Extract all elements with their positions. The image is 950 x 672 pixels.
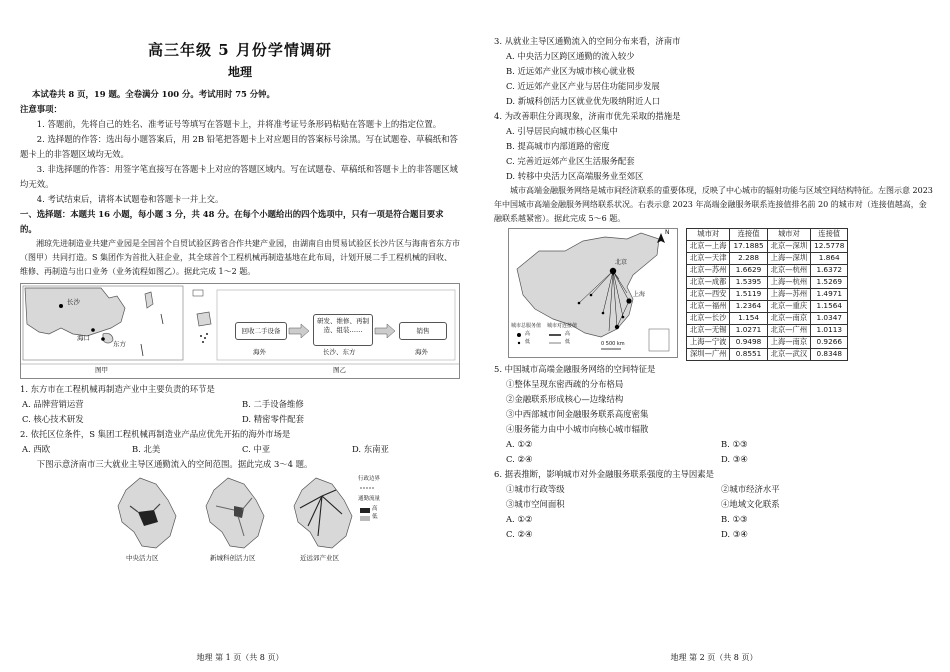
- question-4-option-d[interactable]: D. 转移中央活力区高端服务业至郊区: [506, 171, 644, 181]
- table-cell: 北京—无锡: [687, 325, 730, 337]
- table-cell: 北京—上海: [687, 241, 730, 253]
- table-row: [687, 265, 848, 277]
- figure-label-b: 图乙: [333, 366, 346, 375]
- map-legend-link-low: 低: [565, 339, 571, 345]
- map-label-haikou: 海口: [77, 334, 90, 343]
- question-5-option-d[interactable]: D. ③④: [721, 454, 748, 464]
- figure-3: [494, 228, 934, 360]
- table-cell: 1.1564: [811, 301, 848, 313]
- table-cell: 北京—苏州: [687, 265, 730, 277]
- passage-1: 湘琼先进制造业共建产业园是全国首个自贸试验区跨省合作共建产业园，由湖南自由贸易试验区长沙片区与海南省东方市（图甲）共同打造。S 集团作为首批入驻企业，其全球首个工程机械再制造基地在此布局，计划开展二手工程机械的回收、维修、再制造与出口业务（业务流程如图乙）。据此完成 1～2 题。: [20, 239, 460, 277]
- map-label-beijing: 北京: [615, 259, 628, 266]
- question-5-option-b[interactable]: B. ①③: [721, 439, 748, 449]
- figure-2-maps: [112, 474, 382, 554]
- table-row: [687, 289, 848, 301]
- table-cell: 1.5269: [811, 277, 848, 289]
- map-scale-bar: 0 500 km: [601, 341, 625, 347]
- flow-step-recycle: 回收二手设备: [235, 322, 287, 340]
- map-label-changsha: 长沙: [67, 298, 80, 307]
- map-label-shanghai: 上海: [633, 291, 646, 298]
- table-cell: 0.8348: [811, 349, 848, 361]
- notice-1: 1. 答题前，先将自己的姓名、准考证号等填写在答题卡上，并将准考证号条形码粘贴在答题卡上的指定位置。: [36, 119, 442, 130]
- map-legend-link-high: 高: [565, 331, 571, 337]
- table-cell: 0.9266: [811, 337, 848, 349]
- question-6-options-row-2: [494, 527, 934, 542]
- table-header-row: [687, 229, 848, 241]
- question-2-option-d[interactable]: D. 东南亚: [352, 444, 389, 455]
- table-cell: 上海—深圳: [767, 253, 810, 265]
- table-row: [687, 337, 848, 349]
- table-cell: 2.288: [730, 253, 767, 265]
- passage-3: 城市高端金融服务网络是城市间经济联系的重要体现，反映了中心城市的辐射功能与区域空间结构特征。左图示意 2023 年中国城市高端金融服务网络联系状况。右表示意 2023 年高端金融服务联系连接值排名前 20 的城市对（连接值越高，金融联系越紧密）。据此完成 5～6 题。: [494, 186, 933, 223]
- table-cell: 深圳—广州: [687, 349, 730, 361]
- table-cell: 1.2364: [730, 301, 767, 313]
- question-1-option-a[interactable]: A. 品牌营销运营: [22, 399, 84, 410]
- flow-place-3: 海外: [415, 348, 428, 357]
- table-cell: 1.0347: [811, 313, 848, 325]
- flow-step-sales: 销售: [399, 322, 447, 340]
- figure-2-legend-low: 低: [372, 514, 378, 521]
- table-row: [687, 241, 848, 253]
- table-cell: 上海—宁波: [687, 337, 730, 349]
- table-cell: 1.154: [730, 313, 767, 325]
- table-cell: 1.5395: [730, 277, 767, 289]
- table-cell: 北京—成都: [687, 277, 730, 289]
- notice-title: 注意事项：: [20, 104, 62, 115]
- figure-2-legend-flow: 通勤流量: [358, 496, 381, 503]
- table-cell: 北京—福州: [687, 301, 730, 313]
- question-5-item-3: ③中西部城市间金融服务联系高度密集: [506, 409, 649, 419]
- page-2: [494, 0, 934, 672]
- question-1-option-c[interactable]: C. 核心技术研发: [22, 414, 84, 425]
- table-cell: 12.5778: [811, 241, 848, 253]
- question-4-option-b[interactable]: B. 提高城市内部道路的密度: [506, 141, 610, 151]
- table-row: [687, 277, 848, 289]
- map-label-dongfang: 东方: [113, 340, 126, 349]
- table-cell: 北京—长沙: [687, 313, 730, 325]
- table-cell: 0.8551: [730, 349, 767, 361]
- table-cell: 1.5119: [730, 289, 767, 301]
- table-cell: 1.0271: [730, 325, 767, 337]
- exam-info: 本试卷共 8 页，19 题。全卷满分 100 分。考试用时 75 分钟。: [32, 89, 275, 100]
- map-north-icon: N: [665, 229, 670, 236]
- flow-place-1: 海外: [253, 348, 266, 357]
- figure-1: [20, 283, 460, 379]
- table-cell: 北京—武汉: [767, 349, 810, 361]
- notice-3: 3. 非选择题的作答：用签字笔直接写在答题卡上对应的答题区域内。写在试题卷、草稿纸和答题卡上的非答题区域均无效。: [20, 164, 458, 190]
- question-2-option-c[interactable]: C. 中亚: [242, 444, 271, 455]
- passage-2: 下图示意济南市三大就业主导区通勤流入的空间范围。据此完成 3～4 题。: [36, 459, 313, 470]
- table-row: [687, 325, 848, 337]
- flow-step-remanufacture: 研发、维修、再制造、组装……: [313, 314, 373, 346]
- finance-network-map: [508, 228, 678, 358]
- figure-label-a: 图甲: [95, 366, 108, 375]
- question-3-option-d[interactable]: D. 新城科创活力区就业优先吸纳附近人口: [506, 96, 661, 106]
- notice-2: 2. 选择题的作答：选出每小题答案后，用 2B 铅笔把答题卡上对应题目的答案标号涂黑。写在试题卷、草稿纸和答题卡上的非答题区域均无效。: [20, 134, 458, 160]
- table-row: [687, 253, 848, 265]
- table-cell: 北京—重庆: [767, 301, 810, 313]
- question-6-option-b[interactable]: B. ①③: [721, 514, 748, 524]
- table-body: [687, 241, 848, 361]
- table-cell: 北京—广州: [767, 325, 810, 337]
- question-6-options-row-1: [494, 512, 934, 527]
- table-cell: 上海—苏州: [767, 289, 810, 301]
- figure-2: [112, 474, 382, 566]
- finance-link-table: [686, 228, 848, 361]
- section-1-heading: 一、选择题：本题共 16 小题，每小题 3 分，共 48 分。在每个小题给出的四个选项中，只有一项是符合题目要求的。: [20, 209, 444, 235]
- figure-2-caption-3: 近远郊产业区: [300, 554, 339, 563]
- question-6-item-2: ②城市经济水平: [721, 484, 780, 494]
- question-2: 2. 依托区位条件，S 集团工程机械再制造业产品应优先开拓的海外市场是: [20, 429, 291, 440]
- question-1-option-b[interactable]: B. 二手设备维修: [242, 399, 304, 410]
- table-cell: 0.9498: [730, 337, 767, 349]
- table-cell: 1.4971: [811, 289, 848, 301]
- page-1-footer: 地理 第 1 页（共 8 页）: [196, 653, 284, 663]
- table-row: [687, 301, 848, 313]
- table-header-cell: 连接值: [811, 229, 848, 241]
- table-cell: 上海—杭州: [767, 277, 810, 289]
- question-3-option-a[interactable]: A. 中央活力区跨区通勤的流入较少: [506, 51, 635, 61]
- table-cell: 1.6629: [730, 265, 767, 277]
- exam-subject: 地理: [227, 64, 252, 79]
- table-cell: 北京—西安: [687, 289, 730, 301]
- flow-place-2: 长沙、东方: [323, 348, 356, 357]
- question-4-option-a[interactable]: A. 引导居民向城市核心区集中: [506, 126, 618, 136]
- question-4-option-c[interactable]: C. 完善近远郊产业区生活服务配套: [506, 156, 635, 166]
- question-2-options: [20, 442, 460, 457]
- question-6-item-1: ①城市行政等级: [506, 484, 565, 494]
- table-cell: 北京—南京: [767, 313, 810, 325]
- question-5-options-row-1: [494, 437, 934, 452]
- table-cell: 1.6372: [811, 265, 848, 277]
- page-2-footer: 地理 第 2 页（共 8 页）: [670, 653, 758, 663]
- finance-network-svg: [509, 229, 677, 357]
- table-row: [687, 313, 848, 325]
- question-1-option-d[interactable]: D. 精密零件配套: [242, 414, 304, 425]
- table-cell: 北京—杭州: [767, 265, 810, 277]
- question-4: 4. 为改善职住分离现象，济南市优先采取的措施是: [494, 111, 681, 121]
- question-6: 6. 据表推断，影响城市对外金融服务联系强度的主导因素是: [494, 469, 715, 479]
- figure-2-legend-boundary: 行政边界: [358, 476, 381, 483]
- map-legend-link: 城市对连接值: [547, 323, 578, 329]
- question-6-option-c[interactable]: C. ②④: [506, 529, 533, 539]
- exam-title: 高三年级 5 月份学情调研: [148, 41, 332, 59]
- table-cell: 上海—南京: [767, 337, 810, 349]
- question-5-item-4: ④服务能力由中小城市向核心城市辐散: [506, 424, 649, 434]
- map-legend-node-low: 低: [525, 339, 531, 345]
- table-header-cell: 城市对: [767, 229, 810, 241]
- question-1-options-row-2: [20, 412, 460, 427]
- table-cell: 北京—深圳: [767, 241, 810, 253]
- figure-2-caption-1: 中央活力区: [126, 554, 159, 563]
- question-6-items-row-1: [494, 482, 934, 497]
- page-1: [20, 0, 460, 672]
- question-6-option-d[interactable]: D. ③④: [721, 529, 748, 539]
- map-legend-node-high: 高: [525, 331, 531, 337]
- question-5-options-row-2: [494, 452, 934, 467]
- table-cell: 17.1885: [730, 241, 767, 253]
- question-3-option-c[interactable]: C. 近远郊产业区产业与居住功能同步发展: [506, 81, 660, 91]
- question-5-item-1: ①整体呈现东密西疏的分布格局: [506, 379, 624, 389]
- question-6-items-row-2: [494, 497, 934, 512]
- question-2-option-a[interactable]: A. 西欧: [22, 444, 51, 455]
- question-1-options-row-1: [20, 397, 460, 412]
- figure-2-legend-high: 高: [372, 506, 378, 513]
- question-6-item-4: ④地域文化联系: [721, 499, 780, 509]
- question-5-option-a[interactable]: A. ①②: [506, 439, 533, 449]
- table-cell: 1.864: [811, 253, 848, 265]
- question-5: 5. 中国城市高端金融服务网络的空间特征是: [494, 364, 656, 374]
- map-legend-node: 城市总服务值: [511, 323, 542, 329]
- question-3-option-b[interactable]: B. 近远郊产业区为城市核心就业极: [506, 66, 635, 76]
- table-header-cell: 城市对: [687, 229, 730, 241]
- question-1: 1. 东方市在工程机械再制造产业中主要负责的环节是: [20, 384, 215, 395]
- figure-2-caption-2: 新城科创活力区: [210, 554, 256, 563]
- question-3: 3. 从就业主导区通勤流入的空间分布来看，济南市: [494, 36, 681, 46]
- table-header-cell: 连接值: [730, 229, 767, 241]
- question-5-option-c[interactable]: C. ②④: [506, 454, 533, 464]
- table-row: [687, 349, 848, 361]
- table-cell: 1.0113: [811, 325, 848, 337]
- question-6-option-a[interactable]: A. ①②: [506, 514, 533, 524]
- question-2-option-b[interactable]: B. 北美: [132, 444, 161, 455]
- notice-4: 4. 考试结束后，请将本试题卷和答题卡一并上交。: [36, 194, 224, 205]
- table-cell: 北京—天津: [687, 253, 730, 265]
- question-6-item-3: ③城市空间面积: [506, 499, 565, 509]
- question-5-item-2: ②金融联系形成核心—边缘结构: [506, 394, 624, 404]
